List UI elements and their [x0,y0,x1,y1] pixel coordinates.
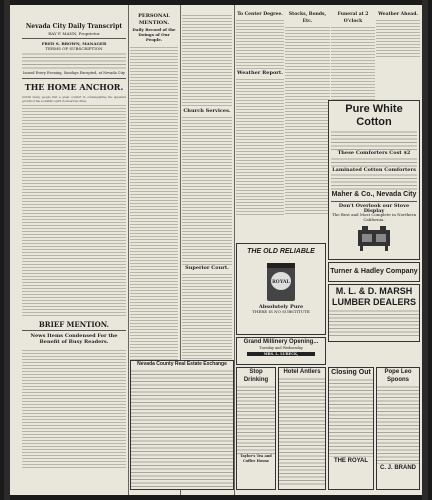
weather-ahead-body [376,18,420,58]
baking-ad-substitute: THERE IS NO SUBSTITUTE [252,308,310,314]
to-center-headline: To Center Degree. [237,12,283,17]
turner-name: Turner & Hadley Company [330,268,418,275]
editorial-lead: GOOD many people find a great comfort in contemplating the apparent growth of the socialistic spirit in American cities. [22,95,126,104]
marsh-ad-text [329,308,419,338]
cotton-ad-text [331,129,417,151]
real-estate-listings [131,368,233,488]
closing-out-ad [328,367,374,490]
weather-ahead-headline: Weather Ahead. [378,12,418,17]
column-rule [234,5,235,495]
personal-mention-subhead: Daily Record of the Doings of Our People. [132,27,176,42]
baking-powder-can-icon [261,259,301,303]
masthead-manager: FRED S. BROWN, MANAGER [41,41,107,46]
pope-spoons-title: Pope Leo Spoons [384,369,412,383]
issued-line: Issued Every Evening, Sundays Excepted, at Nevada City [22,71,125,75]
subscription-terms: TERMS OF SUBSCRIPTION [45,46,103,51]
cotton-ad [328,100,420,260]
hotel-antlers-text [279,376,325,486]
weather-report-body [236,77,284,217]
divider [331,201,417,202]
subscription-lines [22,51,126,71]
divider [22,330,126,331]
page-edge-right [422,0,428,500]
divider [22,78,126,79]
cotton-ad-title: Pure White Cotton [345,103,403,128]
stove-display-title: Don't Overlook our Stove Display [338,203,410,214]
baking-ad-title: THE OLD RELIABLE [247,248,315,255]
editorial-headline: THE HOME ANCHOR. [24,82,124,92]
millinery-subtitle: Tuesday and Wednesday [259,346,303,350]
newspaper-page [10,5,422,495]
millinery-ad [236,337,326,365]
stove-icon [354,224,394,252]
hotel-antlers-ad [278,367,326,490]
masthead-title: Nevada City Daily Transcript [25,23,123,30]
personal-mention-headline: PERSONAL MENTION. [138,13,170,26]
turner-ad [328,262,420,282]
stocks-body [285,25,330,215]
column-rule [128,5,129,495]
cotton-ad-text [331,172,417,190]
pope-spoons-ad [376,367,420,490]
stop-drinking-title: Stop Drinking [243,369,269,383]
laminated-title: Laminated Cotton Comforters [332,166,416,173]
column-1 [22,5,126,495]
divider [22,38,126,39]
to-center-body [236,18,284,70]
cotton-ad-text [331,156,417,168]
closing-out-title: Closing Out [331,369,371,376]
editorial-body [22,103,126,318]
stop-drinking-text [237,384,275,454]
stocks-headline: Stocks, Bonds, Etc. [288,12,327,24]
marsh-ad [328,284,420,342]
brand-name: C. J. BRAND [379,465,416,471]
page-edge-left [4,0,10,500]
stop-drinking-ad [236,367,276,490]
church-services-headline: Church Services. [183,108,231,114]
funeral-headline: Funeral at 2 O'clock [337,12,369,24]
masthead-publisher: RAY P. MANN, Proprietor [48,31,100,36]
real-estate-ad [130,360,234,490]
millinery-name: MRS. L. LUBECK, [247,352,315,357]
lumber-dealers: LUMBER DEALERS [331,297,416,307]
brief-mention-headline: BRIEF MENTION. [38,320,110,330]
real-estate-title: Nevada County Real Estate Exchange [137,361,227,367]
royal-title: THE ROYAL [333,458,369,464]
baking-ad-tagline: Absolutely Pure [258,304,304,310]
superior-court-headline: Superior Court. [185,265,229,271]
baking-can-label: ROYAL [272,280,290,285]
stove-display-subtitle: The Best and Most Complete in Northern California. [331,212,417,222]
marsh-name: M. L. & D. MARSH [335,286,413,296]
church-services-body [182,115,232,265]
pope-spoons-text [377,384,419,464]
comforters-price: These Comforters Cost $2 [337,150,411,156]
hotel-antlers-title: Hotel Antlers [283,369,321,375]
brief-mention-body [22,348,126,468]
column-3-top-body [182,13,232,108]
maher-name: Maher & Co., Nevada City [331,191,417,198]
baking-powder-ad [236,243,326,335]
millinery-title: Grand Millinery Opening... [243,339,319,345]
weather-report-headline: Weather Report. [237,70,283,76]
brief-mention-subhead: News Items Condensed For the Benefit of Busy Readers. [30,333,118,346]
closing-out-text [329,377,373,457]
taylor-name: Taylor's Tea and Coffee House [240,454,272,463]
